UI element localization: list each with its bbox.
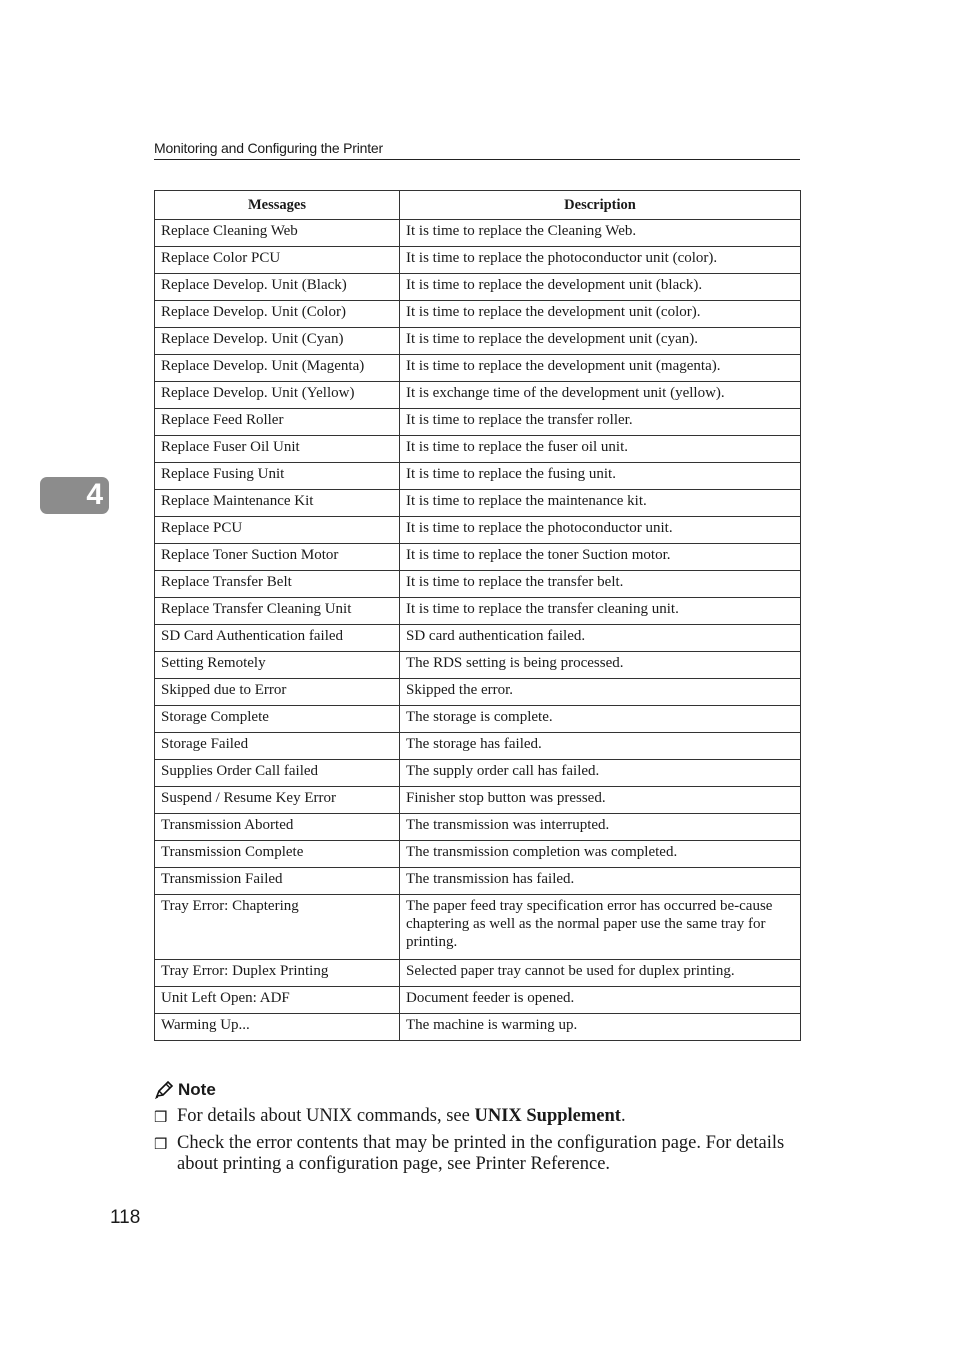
message-cell: Warming Up... <box>155 1014 400 1041</box>
description-cell: It is time to replace the development unit (color). <box>400 301 801 328</box>
table-row <box>155 544 801 571</box>
message-cell: Replace PCU <box>155 517 400 544</box>
note-item-2 <box>154 1133 804 1175</box>
table-row <box>155 652 801 679</box>
page-number: 118 <box>110 1207 141 1228</box>
message-cell: Supplies Order Call failed <box>155 760 400 787</box>
table-row <box>155 463 801 490</box>
pencil-icon <box>154 1081 174 1099</box>
description-cell: The paper feed tray specification error has occurred be-cause chaptering as well as the normal paper use the same tray for printing. <box>400 895 801 960</box>
message-cell: Storage Failed <box>155 733 400 760</box>
note-text-1 <box>177 1106 804 1128</box>
table-row <box>155 787 801 814</box>
table-row <box>155 679 801 706</box>
table-row <box>155 760 801 787</box>
table-row <box>155 706 801 733</box>
table-row <box>155 625 801 652</box>
table-row <box>155 382 801 409</box>
message-cell: Tray Error: Duplex Printing <box>155 960 400 987</box>
message-cell: Replace Toner Suction Motor <box>155 544 400 571</box>
column-header-description: Description <box>400 191 801 220</box>
description-cell: The storage has failed. <box>400 733 801 760</box>
table-row <box>155 733 801 760</box>
chapter-tab <box>40 477 109 514</box>
message-cell: Replace Transfer Cleaning Unit <box>155 598 400 625</box>
description-cell: The transmission completion was completed. <box>400 841 801 868</box>
description-cell: Document feeder is opened. <box>400 987 801 1014</box>
table-row <box>155 301 801 328</box>
description-cell: It is time to replace the development unit (cyan). <box>400 328 801 355</box>
description-cell: Skipped the error. <box>400 679 801 706</box>
description-cell: It is time to replace the transfer belt. <box>400 571 801 598</box>
table-body <box>155 220 801 1041</box>
message-cell: Replace Develop. Unit (Cyan) <box>155 328 400 355</box>
table-row <box>155 328 801 355</box>
checkbox-icon: ❒ <box>154 1108 168 1126</box>
message-cell: Replace Transfer Belt <box>155 571 400 598</box>
description-cell: It is exchange time of the development unit (yellow). <box>400 382 801 409</box>
table-row <box>155 571 801 598</box>
description-cell: The storage is complete. <box>400 706 801 733</box>
description-cell: The machine is warming up. <box>400 1014 801 1041</box>
description-cell: It is time to replace the development unit (black). <box>400 274 801 301</box>
message-cell: Transmission Failed <box>155 868 400 895</box>
message-cell: Suspend / Resume Key Error <box>155 787 400 814</box>
note-text-1-bold: UNIX Supplement <box>474 1106 621 1126</box>
table-row <box>155 868 801 895</box>
message-cell: Transmission Complete <box>155 841 400 868</box>
table-row <box>155 517 801 544</box>
table-row <box>155 1014 801 1041</box>
description-cell: It is time to replace the maintenance kit. <box>400 490 801 517</box>
table-row <box>155 814 801 841</box>
message-cell: Setting Remotely <box>155 652 400 679</box>
note-text-1-prefix: For details about UNIX commands, see <box>177 1106 475 1126</box>
description-cell: It is time to replace the fusing unit. <box>400 463 801 490</box>
description-cell: The RDS setting is being processed. <box>400 652 801 679</box>
table-row <box>155 355 801 382</box>
table-row <box>155 409 801 436</box>
description-cell: Finisher stop button was pressed. <box>400 787 801 814</box>
message-cell: Unit Left Open: ADF <box>155 987 400 1014</box>
description-cell: The transmission was interrupted. <box>400 814 801 841</box>
column-header-messages: Messages <box>155 191 400 220</box>
checkbox-icon: ❒ <box>154 1135 168 1153</box>
description-cell: SD card authentication failed. <box>400 625 801 652</box>
description-cell: It is time to replace the development unit (magenta). <box>400 355 801 382</box>
running-header: Monitoring and Configuring the Printer <box>154 138 800 160</box>
table-row <box>155 274 801 301</box>
table-row <box>155 895 801 960</box>
description-cell: It is time to replace the transfer cleaning unit. <box>400 598 801 625</box>
message-cell: SD Card Authentication failed <box>155 625 400 652</box>
description-cell: It is time to replace the transfer roller. <box>400 409 801 436</box>
description-cell: The supply order call has failed. <box>400 760 801 787</box>
description-cell: It is time to replace the fuser oil unit. <box>400 436 801 463</box>
message-cell: Skipped due to Error <box>155 679 400 706</box>
description-cell: It is time to replace the photoconductor unit. <box>400 517 801 544</box>
table-row <box>155 220 801 247</box>
table-row <box>155 598 801 625</box>
message-cell: Storage Complete <box>155 706 400 733</box>
message-cell: Replace Feed Roller <box>155 409 400 436</box>
message-cell: Replace Develop. Unit (Black) <box>155 274 400 301</box>
note-item-1 <box>154 1106 804 1128</box>
description-cell: The transmission has failed. <box>400 868 801 895</box>
message-cell: Replace Fuser Oil Unit <box>155 436 400 463</box>
message-cell: Replace Develop. Unit (Yellow) <box>155 382 400 409</box>
note-title: Note <box>178 1080 216 1099</box>
chapter-number: 4 <box>86 478 103 511</box>
message-cell: Replace Color PCU <box>155 247 400 274</box>
note-text-1-suffix: . <box>620 1106 626 1126</box>
message-cell: Replace Maintenance Kit <box>155 490 400 517</box>
table-header-row <box>155 191 801 220</box>
message-cell: Replace Develop. Unit (Color) <box>155 301 400 328</box>
message-cell: Replace Fusing Unit <box>155 463 400 490</box>
table-row <box>155 960 801 987</box>
description-cell: Selected paper tray cannot be used for duplex printing. <box>400 960 801 987</box>
message-cell: Tray Error: Chaptering <box>155 895 400 960</box>
description-cell: It is time to replace the Cleaning Web. <box>400 220 801 247</box>
note-heading <box>154 1080 216 1100</box>
table-row <box>155 987 801 1014</box>
message-cell: Replace Develop. Unit (Magenta) <box>155 355 400 382</box>
table-row <box>155 247 801 274</box>
description-cell: It is time to replace the toner Suction motor. <box>400 544 801 571</box>
table-row <box>155 490 801 517</box>
message-cell: Transmission Aborted <box>155 814 400 841</box>
table-row <box>155 841 801 868</box>
messages-table <box>154 190 801 1041</box>
description-cell: It is time to replace the photoconductor unit (color). <box>400 247 801 274</box>
note-text-2: Check the error contents that may be printed in the configuration page. For details about printing a configuration page, see Printer Reference. <box>177 1133 785 1174</box>
message-cell: Replace Cleaning Web <box>155 220 400 247</box>
table-row <box>155 436 801 463</box>
